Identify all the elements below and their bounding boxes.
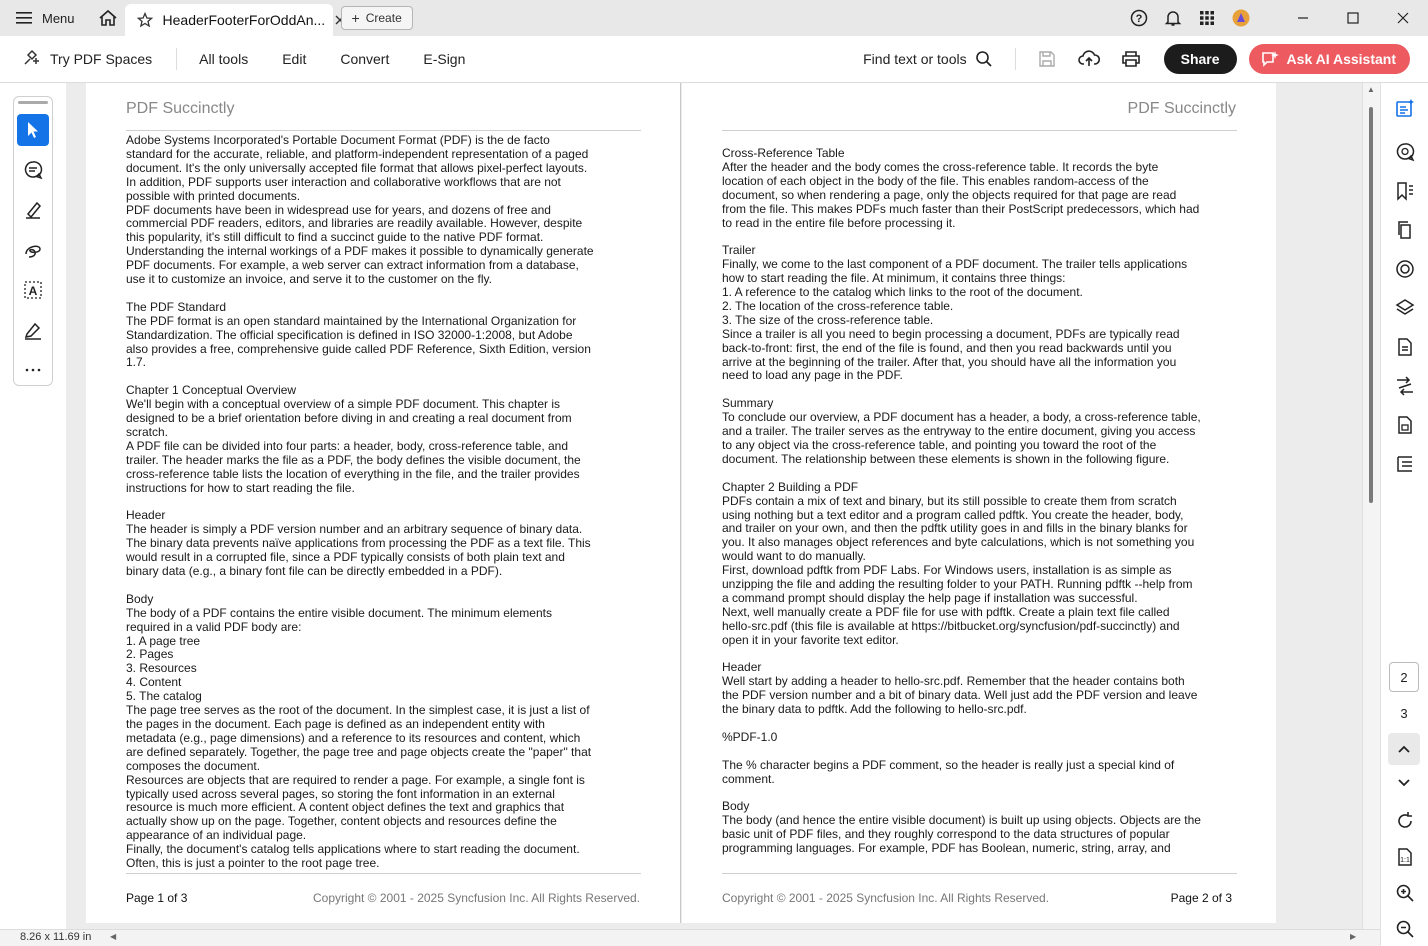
paragraph: The page tree serves as the root of the document. In the simplest case, it is just a list of the pages in the document. Each page is defined as an independent entity with metadata (e.g., page dimensions) and a reference to its resources and content, which are defined separately. Together, the page tree and page objects create the "paper" that composes the document. xyxy=(126,703,592,773)
highlighter-icon xyxy=(23,200,43,220)
rail-drag-handle[interactable] xyxy=(18,101,48,104)
paragraph: 3. Resources xyxy=(126,661,197,676)
copyright-footer: Copyright © 2001 - 2025 Syncfusion Inc. All Rights Reserved. xyxy=(312,891,640,905)
comments-icon xyxy=(1395,142,1415,162)
printer-icon xyxy=(1121,50,1141,68)
paragraph: PDFs contain a mix of text and binary, but its still possible to create them from scratch using nothing but a text editor and a program called pdftk. You create the header, body, and trailer on your own, and then the pdftk utility goes in and fills in the binary blanks for you. It also manages object references and byte calculations, which is not something you would want to do manually. xyxy=(722,493,1195,564)
paragraph: Chapter 2 Building a PDF xyxy=(722,479,859,494)
plus-icon: + xyxy=(351,10,360,26)
svg-text:1:1: 1:1 xyxy=(1400,857,1410,864)
share-button[interactable]: Share xyxy=(1164,44,1237,74)
text-select-icon xyxy=(23,280,43,300)
bookmark-icon xyxy=(1395,181,1415,201)
paragraph: First, download pdftk from PDF Labs. For Windows users, installation is as simple as unzipping the file and adding the resulting folder to your PATH. Running pdftk --help from a command prompt should display the help page if installation was successful. xyxy=(722,563,1193,605)
minimize-icon xyxy=(1297,12,1309,24)
document-icon xyxy=(1395,337,1415,357)
menu-button[interactable] xyxy=(0,0,91,36)
paragraph: The body of a PDF contains the entire visible document. The minimum elements required in a valid PDF body are: xyxy=(126,605,552,634)
more-tools-button[interactable] xyxy=(17,354,49,386)
pdf-page-2 xyxy=(682,83,1276,923)
create-label: Create xyxy=(365,11,402,25)
paragraph-spacer xyxy=(722,717,1202,731)
account-button[interactable] xyxy=(1224,0,1258,36)
tab-title: HeaderFooterForOddAn... xyxy=(162,12,326,28)
paragraph: 2. Pages xyxy=(126,647,174,662)
find-label: Find text or tools xyxy=(863,51,967,67)
paragraph: The PDF format is an open standard maintained by the International Organization for Standardization. The official specification is defined in ISO 32000-1:2008, but Adobe also provides a free, comprehensive guide called PDF Reference, Sixth Edition, version 1.7. xyxy=(126,313,591,370)
header-divider xyxy=(722,130,1237,131)
paragraph: Cross-Reference Table xyxy=(722,146,845,160)
maximize-icon xyxy=(1347,12,1359,24)
paragraph-spacer xyxy=(126,370,596,384)
compare-button[interactable] xyxy=(1393,374,1417,398)
document-tab[interactable] xyxy=(125,4,333,36)
paragraph: %PDF-1.0 xyxy=(722,729,778,744)
paragraph: 4. Content xyxy=(126,675,182,690)
document-properties-button[interactable] xyxy=(1393,335,1417,359)
fit-page-button[interactable] xyxy=(1393,845,1417,869)
nav-edit[interactable]: Edit xyxy=(282,51,307,67)
close-icon xyxy=(1397,12,1409,24)
status-bar xyxy=(0,929,1380,946)
previous-page-button[interactable] xyxy=(1388,733,1420,765)
create-button[interactable] xyxy=(341,6,413,30)
paragraph: Next, well manually create a PDF file for use with pdftk. Create a plain text file called hello-src.pdf (this file is available at https://bitbucket.org/syncfusion/pdf-succinctly) and open it in your favorite text editor. xyxy=(722,604,1180,647)
apps-grid-icon xyxy=(1199,10,1215,26)
paragraph: Header xyxy=(722,660,762,675)
next-page-button[interactable] xyxy=(1388,767,1420,799)
right-panel-rail xyxy=(1380,83,1428,946)
svg-text:?: ? xyxy=(1135,13,1143,25)
more-dots-icon xyxy=(25,368,41,372)
hamburger-icon xyxy=(16,11,32,25)
attachments-panel-button[interactable] xyxy=(1393,257,1417,281)
vertical-scrollbar[interactable] xyxy=(1362,83,1380,929)
zoom-in-button[interactable] xyxy=(1393,881,1417,905)
paragraph: PDF documents have been in widespread use for years, and dozens of free and commercial PDF readers, editors, and libraries are readily available. However, despite this popularity, it's still difficult to find a succinct guide to the native PDF format. Understanding the internal workings of a PDF makes it possible to dynamically generate PDF documents. For example, a web server can extract information from a database, use it to customize an invoice, and serve it to the customer on the fly. xyxy=(126,202,594,287)
paragraph: Since a trailer is all you need to begin processing a document, PDFs are typically read back-to-front: first, the end of the file is found, and then you read backwards until you arrive at the beginning of the trailer. After that, you should have all the information you need to load any page in the PDF. xyxy=(722,326,1180,383)
next-page-number: 3 xyxy=(1400,705,1408,721)
try-spaces-label: Try PDF Spaces xyxy=(50,51,153,67)
ai-summary-button[interactable] xyxy=(1393,96,1417,120)
paragraph-spacer xyxy=(722,648,1202,662)
layers-icon xyxy=(1395,298,1415,318)
paragraph-spacer xyxy=(126,496,596,510)
page-size-readout: 8.26 x 11.69 in xyxy=(20,931,92,943)
paragraph: Body xyxy=(126,591,154,606)
paragraph-spacer xyxy=(722,745,1202,759)
file-lock-icon xyxy=(1395,415,1415,435)
help-icon xyxy=(1130,9,1148,27)
current-page-input[interactable]: 2 xyxy=(1389,662,1419,692)
pen-sign-icon xyxy=(23,320,43,340)
notifications-button[interactable] xyxy=(1156,0,1190,36)
paragraph-spacer xyxy=(722,787,1202,801)
title-bar xyxy=(0,0,1428,36)
ask-ai-assistant-button[interactable] xyxy=(1249,44,1410,74)
draw-tool[interactable] xyxy=(17,234,49,266)
paragraph: Body xyxy=(722,799,750,814)
page-body-text xyxy=(722,147,1202,856)
paragraph-spacer xyxy=(722,383,1202,397)
compare-arrows-icon xyxy=(1395,376,1415,396)
target-icon xyxy=(1395,259,1415,279)
paragraph: The PDF Standard xyxy=(126,299,227,314)
copyright-footer: Copyright © 2001 - 2025 Syncfusion Inc. All Rights Reserved. xyxy=(722,891,1050,905)
home-icon xyxy=(98,9,118,27)
footer-divider xyxy=(126,873,641,874)
nav-e-sign[interactable]: E-Sign xyxy=(423,51,466,67)
footer-divider xyxy=(722,873,1237,874)
help-button[interactable] xyxy=(1122,0,1156,36)
highlight-tool[interactable] xyxy=(17,194,49,226)
paragraph: 2. The location of the cross-reference table. xyxy=(722,298,954,313)
paragraph: 3. The size of the cross-reference table. xyxy=(722,312,934,327)
paragraph: The body (and hence the entire visible document) is built up using objects. Objects are the basic unit of PDF files, and they roughly correspond to the data structures of popular programming languages. For example, PDF has Boolean, numeric, string, array, and xyxy=(722,813,1201,856)
scroll-up-arrow-icon[interactable]: ▲ xyxy=(1367,85,1375,94)
layers-panel-button[interactable] xyxy=(1393,296,1417,320)
paragraph: Header xyxy=(126,508,166,523)
paragraph: We'll begin with a conceptual overview of a simple PDF document. This chapter is designed to be a brief orientation before diving in and creating a real document from scratch. xyxy=(126,397,572,439)
paragraph: A PDF file can be divided into four parts: a header, body, cross-reference table, and trailer. The header marks the file as a PDF, the body defines the visible document, the cross-reference table lists the location of everything in the file, and the trailer provides instructions for how to start reading the file. xyxy=(126,438,581,495)
search-icon xyxy=(975,50,993,68)
paragraph-spacer xyxy=(126,579,596,593)
paragraph: 1. A reference to the catalog which links to the root of the document. xyxy=(722,285,1083,300)
svg-text:A: A xyxy=(28,284,38,298)
paragraph-spacer xyxy=(722,230,1202,244)
cursor-arrow-icon xyxy=(25,121,41,139)
scrollbar-thumb[interactable] xyxy=(1369,107,1373,503)
chevron-up-icon xyxy=(1397,744,1411,754)
print-button[interactable] xyxy=(1110,41,1152,77)
paragraph: Resources are objects that are required to render a page. For example, a single font is typically used across several pages, so storing the font information in an external resource is much more efficient. A content object defines the text and graphics that actually show up on the page. Together, content objects and resources define the appearance of an individual page. xyxy=(126,772,585,843)
avatar xyxy=(1232,9,1250,27)
scroll-right-arrow-icon[interactable]: ▶ xyxy=(1350,932,1357,941)
paragraph: The header is simply a PDF version number and an arbitrary sequence of binary data. The binary data prevents naïve applications from processing the PDF as a text file. This would result in a corrupted file, since a PDF typically consists of both plain text and binary data (e.g., a binary font file can be directly embedded in a PDF). xyxy=(126,522,591,579)
generative-summary-icon xyxy=(1395,98,1415,118)
zoom-in-icon xyxy=(1395,883,1415,903)
paragraph: Finally, we come to the last component of a PDF document. The trailer tells applications how to start reading the file. At minimum, it contains three things: xyxy=(722,257,1188,286)
main-toolbar xyxy=(0,36,1428,83)
minimize-button[interactable] xyxy=(1278,0,1328,36)
comments-panel-button[interactable] xyxy=(1393,140,1417,164)
page-number: Page 2 of 3 xyxy=(1170,891,1232,905)
left-tool-rail xyxy=(13,96,53,386)
paragraph: Finally, the document's catalog tells applications where to start reading the document. Often, this is just a pointer to the root page tree. xyxy=(126,842,580,871)
tree-structure-icon xyxy=(1395,454,1415,474)
paragraph: 5. The catalog xyxy=(126,689,202,704)
nav-convert[interactable]: Convert xyxy=(340,51,390,67)
nav-all-tools[interactable]: All tools xyxy=(199,51,249,67)
paragraph: Trailer xyxy=(722,243,756,258)
chevron-down-icon xyxy=(1397,778,1411,788)
try-pdf-spaces-button[interactable] xyxy=(0,48,177,70)
paragraph: Well start by adding a header to hello-src.pdf. Remember that the header contains both the PDF version number and a bit of binary data. Well just add the PDF version and leave the binary data to pdftk. Add the following to hello-src.pdf. xyxy=(722,674,1198,717)
pages-panel-button[interactable] xyxy=(1393,218,1417,242)
ai-assistant-label: Ask AI Assistant xyxy=(1286,51,1396,67)
zoom-out-icon xyxy=(1395,919,1415,939)
menu-label: Menu xyxy=(42,10,75,26)
cloud-upload-icon xyxy=(1078,50,1100,68)
paragraph-spacer xyxy=(126,287,596,301)
ai-assistant-icon xyxy=(1261,50,1279,68)
header-divider xyxy=(126,130,641,131)
rotate-button[interactable] xyxy=(1393,809,1417,833)
paragraph: After the header and the body comes the cross-reference table. It records the byte location of each object in the body of the file. This enables random-access of the document, so when rendering a page, only the objects required for that page are read from the file. This makes PDFs much faster than their PostScript predecessors, which had to read in the entire file before processing it. xyxy=(722,159,1200,230)
paragraph: Summary xyxy=(722,396,774,411)
home-button[interactable] xyxy=(91,0,125,36)
page-number: Page 1 of 3 xyxy=(126,891,188,905)
rotate-icon xyxy=(1395,811,1415,831)
paragraph: 1. A page tree xyxy=(126,633,201,648)
apps-button[interactable] xyxy=(1190,0,1224,36)
text-recognition-tool[interactable] xyxy=(17,274,49,306)
paragraph: To conclude our overview, a PDF document has a header, a body, a cross-reference table, and a trailer. The trailer serves as the entryway to the entire document, giving you access to any object via the cross-reference table, and pointing you toward the root of the document. The relationship between these elements is shown in the following figure. xyxy=(722,410,1201,466)
sign-tool[interactable] xyxy=(17,314,49,346)
find-text-or-tools[interactable] xyxy=(863,48,1016,70)
maximize-button[interactable] xyxy=(1328,0,1378,36)
comment-icon xyxy=(23,160,43,180)
upload-cloud-button[interactable] xyxy=(1068,41,1110,77)
organize-pages-button[interactable] xyxy=(1393,452,1417,476)
freehand-draw-icon xyxy=(23,240,43,260)
page-body-text xyxy=(126,134,596,871)
pdf-page-1 xyxy=(86,83,680,923)
close-window-button[interactable] xyxy=(1378,0,1428,36)
spaces-icon xyxy=(22,49,42,69)
bell-icon xyxy=(1164,9,1182,27)
paragraph: Chapter 1 Conceptual Overview xyxy=(126,383,297,398)
protect-button[interactable] xyxy=(1393,413,1417,437)
zoom-out-button[interactable] xyxy=(1393,917,1417,941)
page-header: PDF Succinctly xyxy=(1127,100,1236,117)
scroll-left-arrow-icon[interactable]: ◀ xyxy=(110,932,117,941)
paragraph: Adobe Systems Incorporated's Portable Document Format (PDF) is the de facto standard for the accurate, reliable, and platform-independent representation of a paged document. It's the only universally accepted file format that allows pixel-perfect layouts. In addition, PDF supports user interaction and collaborative workflows that are not possible with printed documents. xyxy=(126,133,589,203)
copy-pages-icon xyxy=(1395,220,1415,240)
page-header: PDF Succinctly xyxy=(126,100,235,117)
page-fit-icon xyxy=(1395,847,1415,867)
paragraph-spacer xyxy=(722,467,1202,481)
select-tool[interactable] xyxy=(17,114,49,146)
save-button[interactable] xyxy=(1026,41,1068,77)
bookmarks-panel-button[interactable] xyxy=(1393,179,1417,203)
comment-tool[interactable] xyxy=(17,154,49,186)
star-icon[interactable] xyxy=(137,12,153,28)
save-icon xyxy=(1038,50,1056,68)
document-viewport[interactable] xyxy=(66,83,1362,929)
paragraph: The % character begins a PDF comment, so the header is really just a special kind of comment. xyxy=(722,757,1175,786)
